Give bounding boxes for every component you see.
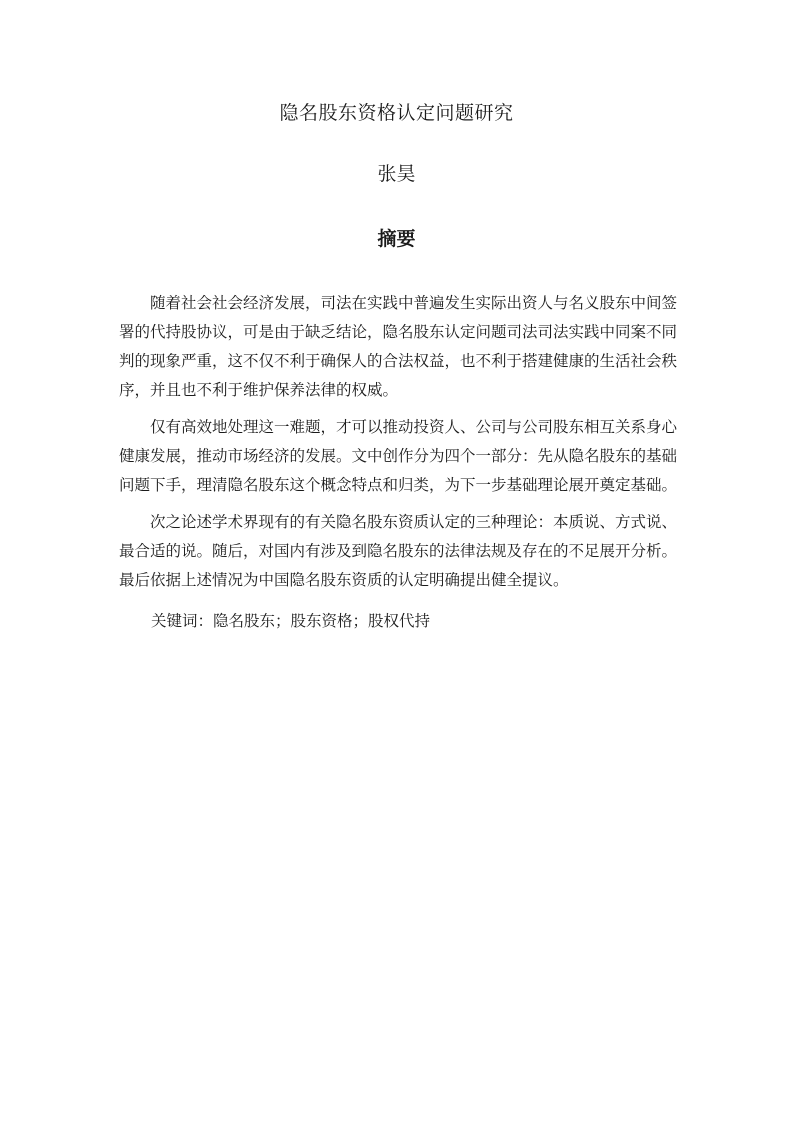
abstract-body [119, 289, 677, 603]
abstract-heading: 摘要 [377, 228, 416, 250]
abstract-paragraph-2: 仅有高效地处理这一难题，才可以推动投资人、公司与公司股东相互关系身心健康发展，推动市场经济的发展。文中创作分为四个一部分：先从隐名股东的基础问题下手，理清隐名股东这个概念特点和归类，为下一步基础理论展开奠定基础。 [119, 418, 678, 494]
author-name: 张昊 [377, 163, 416, 185]
paper-title: 隐名股东资格认定问题研究 [279, 102, 514, 124]
keywords-line: 关键词：隐名股东；股东资格；股权代持 [151, 612, 431, 630]
abstract-paragraph-3: 次之论述学术界现有的有关隐名股东资质认定的三种理论：本质说、方式说、最合适的说。随后，对国内有涉及到隐名股东的法律法规及存在的不足展开分析。最后依据上述情况为中国隐名股东资质的认定明确提出健全提议。 [119, 513, 678, 589]
abstract-paragraph-1: 随着社会社会经济发展，司法在实践中普遍发生实际出资人与名义股东中间签署的代持股协议，可是由于缺乏结论，隐名股东认定问题司法司法实践中同案不同判的现象严重，这不仅不利于确保人的合法权益，也不利于搭建健康的生活社会秩序，并且也不利于维护保养法律的权威。 [119, 294, 678, 399]
